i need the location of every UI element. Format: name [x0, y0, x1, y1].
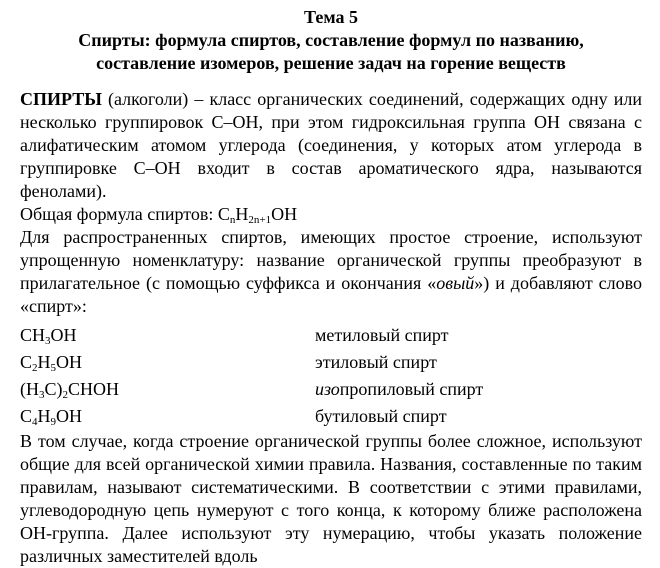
alcohols-term: СПИРТЫ	[20, 89, 102, 109]
general-formula: $C_nH_{2n+1}OH$	[217, 204, 298, 226]
alcohol-row-isopropanol	[20, 376, 642, 403]
intro-text: (алкоголи) – класс органических соединений, содержащих одну или несколько группировок C–OH, при этом гидроксильная группа OH связана с алифатическим атомом углерода (соединения, у которых атом углерода в группировке C–OH входит в состав ароматического ядра, называются фенолами).	[20, 89, 642, 201]
general-formula-line	[20, 203, 642, 226]
formula-cell: $C_4H_9OH$	[20, 406, 83, 428]
topic-title: Тема 5	[304, 7, 358, 27]
name-cell: метиловый спирт	[315, 325, 449, 345]
name-cell: изопропиловый спирт	[315, 379, 484, 399]
iso-prefix: изо	[315, 379, 340, 399]
title-line-1: Спирты: формула спиртов, составление формул по названию,	[78, 30, 584, 50]
alcohol-names-table	[20, 322, 642, 430]
naming-paragraph: Для распространенных спиртов, имеющих простое строение, используют упрощенную номенклатуру: название органической группы преобразуют в прилагательное (с помощью суффикса и окончания «овый») и добавляют слово «спирт»:	[20, 227, 642, 316]
document-page	[0, 6, 660, 566]
title-line-2: составление изомеров, решение задач на горение веществ	[96, 53, 566, 73]
suffix-ovyi: овый	[436, 273, 475, 293]
intro-paragraph	[20, 88, 642, 203]
alcohol-row-butanol	[20, 403, 642, 430]
general-formula-label: Общая формула спиртов:	[20, 204, 218, 224]
document-heading	[20, 6, 642, 75]
formula-cell: $C_2H_5OH$	[20, 352, 83, 374]
name-cell: бутиловый спирт	[315, 406, 447, 426]
alcohol-row-ethanol	[20, 349, 642, 376]
formula-cell: $CH_3OH$	[20, 325, 77, 347]
formula-cell: $(H_3C)_2CHOH$	[20, 379, 120, 401]
systematic-paragraph: В том случае, когда строение органической группы более сложное, используют общие для всей органической химии правила. Названия, составленные по таким правилам, называют систематическими. В соответствии с этими правилами, углеводородную цепь нумеруют с того конца, к которому ближе расположена OH-группа. Далее используют эту нумерацию, чтобы указать положение различных заместителей вдоль	[20, 431, 642, 566]
alcohol-row-methanol	[20, 322, 642, 349]
name-cell: этиловый спирт	[315, 352, 437, 372]
